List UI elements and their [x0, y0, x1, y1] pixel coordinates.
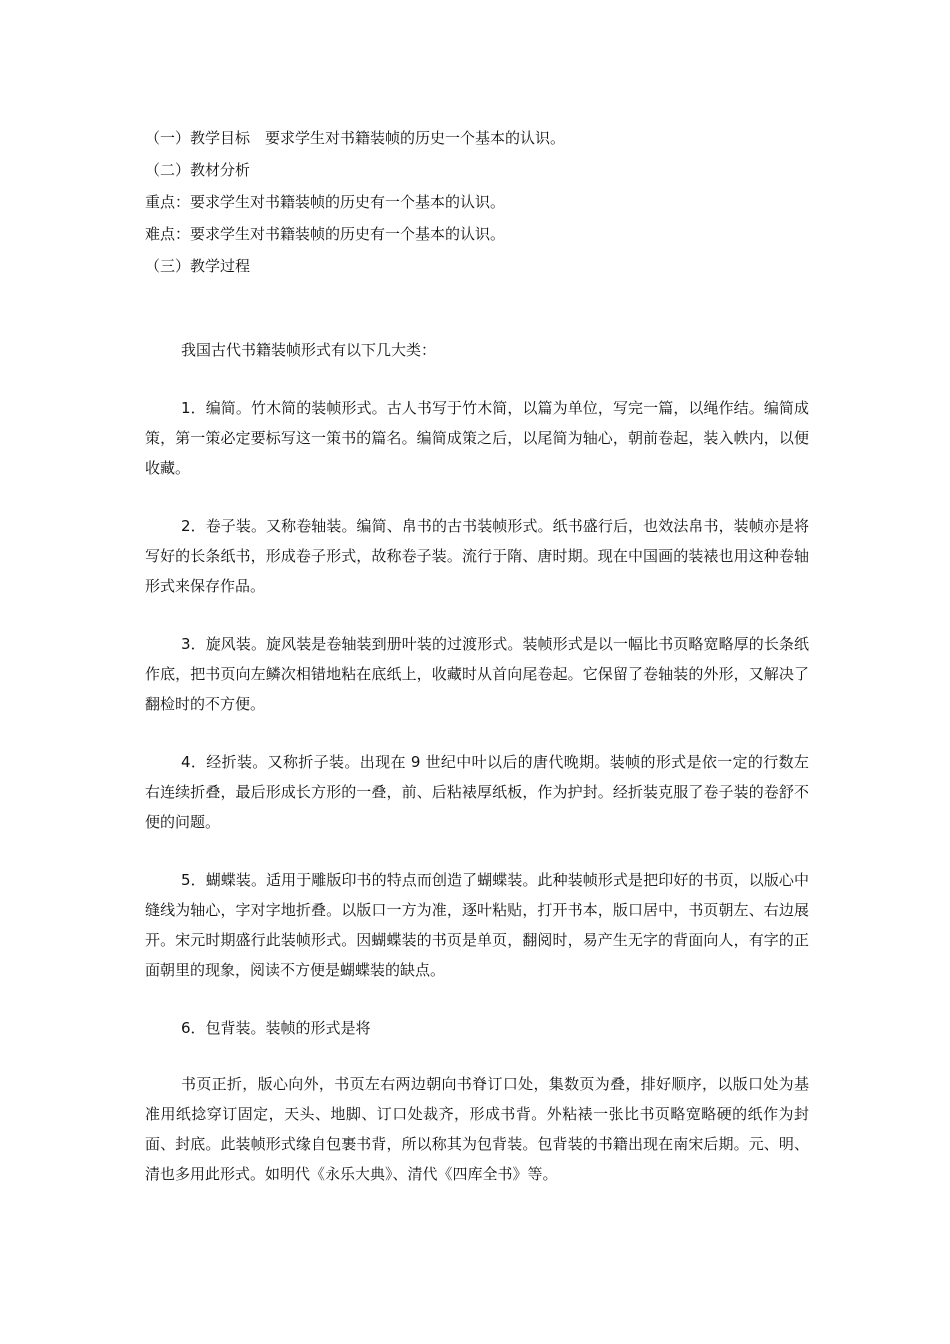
paragraph-whirlwind-binding: 3．旋风装。旋风装是卷轴装到册叶装的过渡形式。装帧形式是以一幅比书页略宽略厚的长条纸作底，把书页向左鳞次相错地粘在底纸上，收藏时从首向尾卷起。它保留了卷轴装的外形，又解决了翻检时的不方便。	[145, 635, 809, 713]
paragraph-sutra-fold-binding: 4．经折装。又称折子装。出现在 9 世纪中叶以后的唐代晚期。装帧的形式是依一定的行数左右连续折叠，最后形成长方形的一叠，前、后粘裱厚纸板，作为护封。经折装克服了卷子装的卷舒不便的问题。	[145, 753, 809, 831]
key-point-line: 重点：要求学生对书籍装帧的历史有一个基本的认识。	[145, 193, 506, 211]
material-analysis-heading: （二）教材分析	[145, 161, 251, 179]
lesson-body	[145, 335, 809, 1217]
lesson-header	[145, 122, 825, 282]
paragraph-bamboo-slips: 1．编简。竹木简的装帧形式。古人书写于竹木简，以篇为单位，写完一篇，以绳作结。编简成策，第一策必定要标写这一策书的篇名。编简成策之后，以尾简为轴心，朝前卷起，装入帙内，以便收藏。	[145, 399, 809, 477]
difficulty-line: 难点：要求学生对书籍装帧的历史有一个基本的认识。	[145, 225, 506, 243]
teaching-process-heading: （三）教学过程	[145, 257, 251, 275]
intro-paragraph: 我国古代书籍装帧形式有以下几大类：	[181, 341, 437, 359]
teaching-goal-line: （一）教学目标 要求学生对书籍装帧的历史一个基本的认识。	[145, 129, 566, 147]
paragraph-scroll-binding: 2．卷子装。又称卷轴装。编简、帛书的古书装帧形式。纸书盛行后，也效法帛书，装帧亦是将写好的长条纸书，形成卷子形式，故称卷子装。流行于隋、唐时期。现在中国画的装裱也用这种卷轴形式来保存作品。	[145, 517, 809, 595]
paragraph-butterfly-binding: 5．蝴蝶装。适用于雕版印书的特点而创造了蝴蝶装。此种装帧形式是把印好的书页，以版心中缝线为轴心，字对字地折叠。以版口一方为准，逐叶粘贴，打开书本，版口居中，书页朝左、右边展开。宋元时期盛行此装帧形式。因蝴蝶装的书页是单页，翻阅时，易产生无字的背面向人，有字的正面朝里的现象，阅读不方便是蝴蝶装的缺点。	[145, 871, 809, 979]
paragraph-wrapped-back-binding-continued: 书页正折，版心向外，书页左右两边朝向书脊订口处，集数页为叠，排好顺序，以版口处为基准用纸捻穿订固定，天头、地脚、订口处裁齐，形成书背。外粘裱一张比书页略宽略硬的纸作为封面、封底。此装帧形式缘自包裹书背，所以称其为包背装。包背装的书籍出现在南宋后期。元、明、清也多用此形式。如明代《永乐大典》、清代《四库全书》等。	[145, 1075, 809, 1183]
paragraph-wrapped-back-binding-start: 6．包背装。装帧的形式是将	[181, 1019, 371, 1037]
